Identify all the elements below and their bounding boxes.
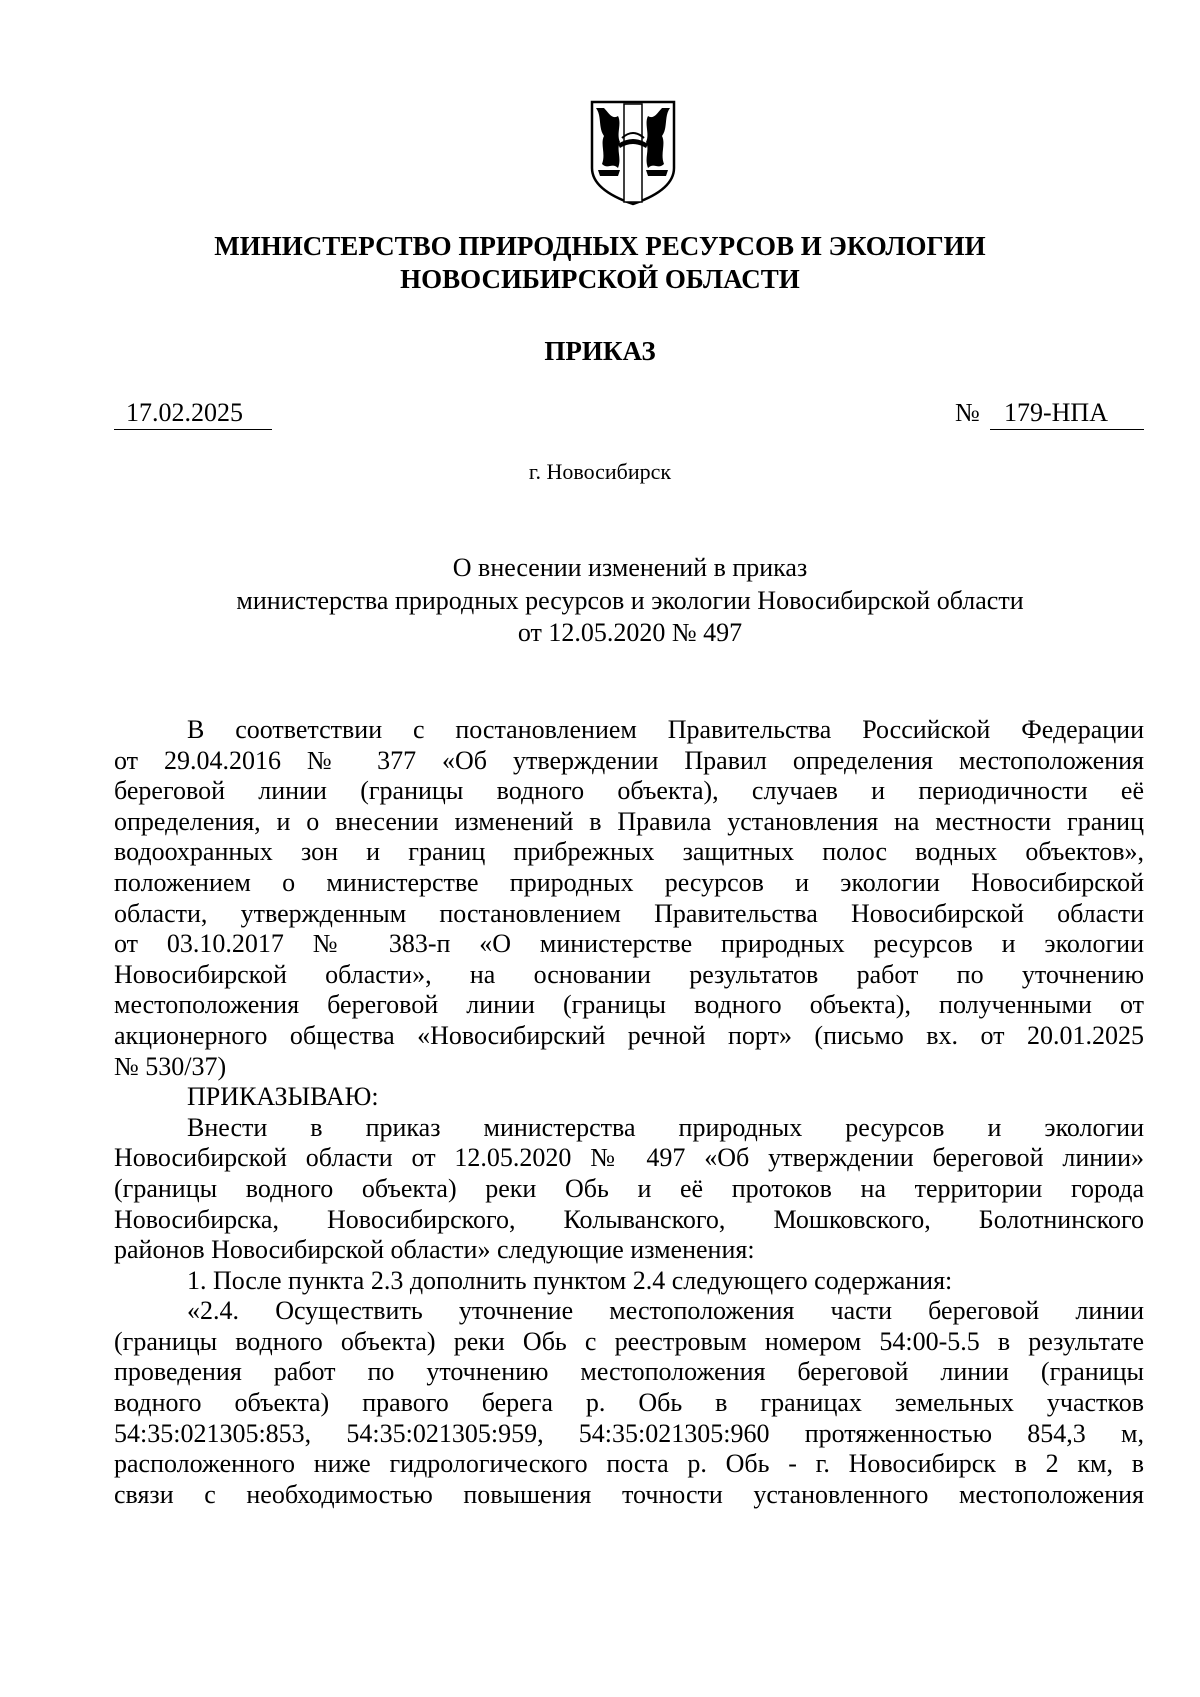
subject-line: министерства природных ресурсов и экологии Новосибирской области bbox=[236, 585, 1024, 615]
body-line: от 29.04.2016 № 377 «Об утверждении Правил определения местоположения bbox=[114, 745, 1144, 775]
body-line: акционерного общества «Новосибирский речной порт» (письмо вх. от 20.01.2025 bbox=[114, 1020, 1144, 1050]
body-line: береговой линии (границы водного объекта), случаев и периодичности её bbox=[114, 776, 1144, 806]
body-line: № 530/37) bbox=[114, 1051, 227, 1081]
body-line: Новосибирской области от 12.05.2020 № 497 «Об утверждении береговой линии» bbox=[114, 1143, 1144, 1173]
body-line: (границы водного объекта) реки Обь и её протоков на территории города bbox=[114, 1173, 1144, 1203]
body-line: местоположения береговой линии (границы водного объекта), полученными от bbox=[114, 990, 1144, 1020]
document-number: 179-НПА bbox=[990, 397, 1144, 430]
subject-line: от 12.05.2020 № 497 bbox=[517, 618, 743, 647]
item-2-4-paragraph bbox=[114, 1296, 1144, 1510]
body-line: В соответствии с постановлением Правительства Российской Федерации bbox=[187, 715, 1144, 744]
body-line: расположенного ниже гидрологического поста р. Обь - г. Новосибирск в 2 км, в bbox=[114, 1449, 1144, 1479]
body-line: Новосибирска, Новосибирского, Колыванского, Мошковского, Болотнинского bbox=[114, 1204, 1144, 1234]
preamble-paragraph bbox=[114, 715, 1144, 1082]
intro-paragraph bbox=[114, 1113, 1144, 1266]
body-line: проведения работ по уточнению местоположения береговой линии (границы bbox=[114, 1357, 1144, 1387]
body-line: водоохранных зон и границ прибрежных защитных полос водных объектов», bbox=[114, 837, 1144, 867]
document-date: 17.02.2025 bbox=[114, 397, 272, 430]
ministry-name-line-2: НОВОСИБИРСКОЙ ОБЛАСТИ bbox=[400, 264, 800, 294]
body-line: «2.4. Осуществить уточнение местоположения части береговой линии bbox=[187, 1296, 1144, 1326]
body-line: положением о министерстве природных ресурсов и экологии Новосибирской bbox=[114, 867, 1144, 897]
number-sign: № bbox=[955, 398, 980, 427]
document-body bbox=[114, 715, 1144, 1510]
coat-of-arms-emblem bbox=[588, 98, 678, 206]
body-line: 54:35:021305:853, 54:35:021305:959, 54:35:021305:960 протяженностью 854,3 м, bbox=[114, 1418, 1144, 1448]
document-subject bbox=[120, 552, 1140, 650]
issue-city: г. Новосибирск bbox=[528, 459, 672, 484]
item-1: 1. После пункта 2.3 дополнить пунктом 2.4 следующего содержания: bbox=[187, 1265, 953, 1295]
order-word: ПРИКАЗЫВАЮ: bbox=[187, 1082, 379, 1112]
body-line: водного объекта) правого берега р. Обь в границах земельных участков bbox=[114, 1388, 1144, 1418]
subject-line: О внесении изменений в приказ bbox=[452, 553, 808, 582]
body-line: районов Новосибирской области» следующие изменения: bbox=[114, 1235, 755, 1265]
body-line: области, утвержденным постановлением Правительства Новосибирской области bbox=[114, 898, 1144, 928]
body-line: определения, и о внесении изменений в Правила установления на местности границ bbox=[114, 806, 1144, 836]
body-line: от 03.10.2017 № 383-п «О министерстве природных ресурсов и экологии bbox=[114, 929, 1144, 959]
ministry-name-line-1: МИНИСТЕРСТВО ПРИРОДНЫХ РЕСУРСОВ И ЭКОЛОГИИ bbox=[214, 231, 986, 261]
body-line: (границы водного объекта) реки Обь с реестровым номером 54:00-5.5 в результате bbox=[114, 1326, 1144, 1356]
document-type-title: ПРИКАЗ bbox=[544, 336, 656, 366]
body-line: связи с необходимостью повышения точности установленного местоположения bbox=[114, 1479, 1144, 1509]
body-line: Новосибирской области», на основании результатов работ по уточнению bbox=[114, 959, 1144, 989]
body-line: Внести в приказ министерства природных ресурсов и экологии bbox=[187, 1112, 1144, 1142]
